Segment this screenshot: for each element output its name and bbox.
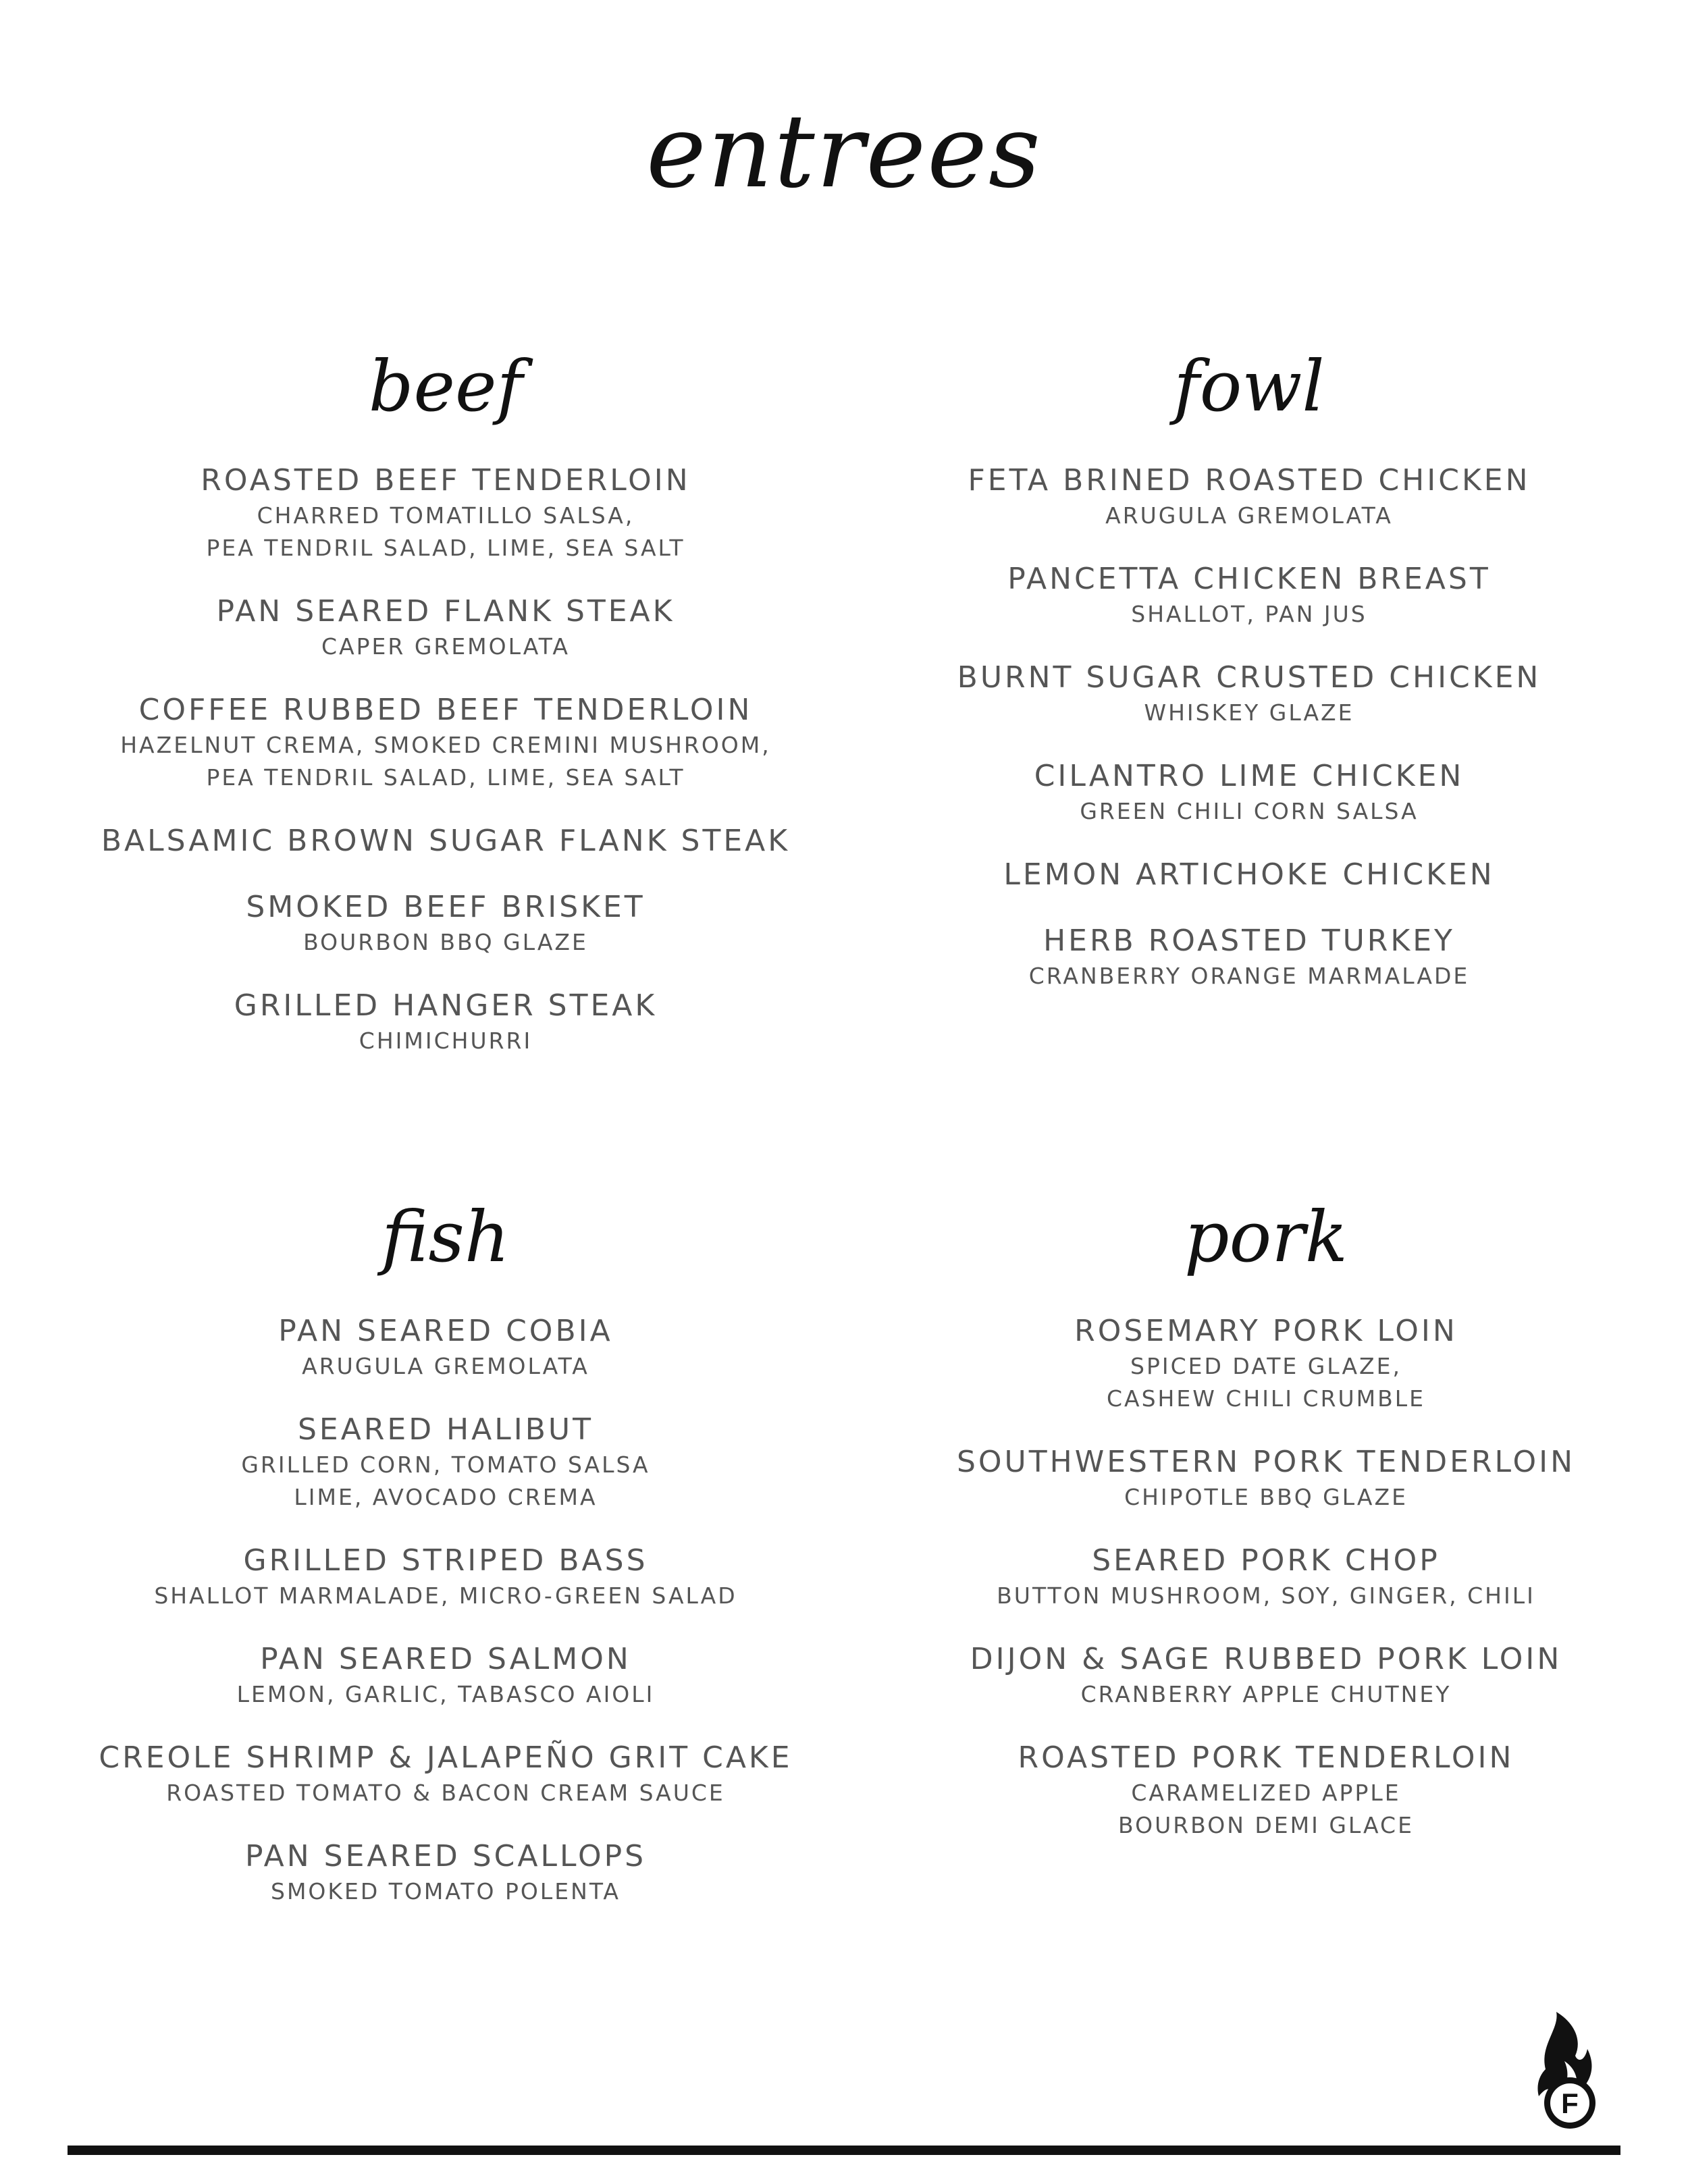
menu-item-name: PANCETTA CHICKEN BREAST	[1007, 562, 1491, 596]
menu-item-name: CREOLE SHRIMP & JALAPEÑO GRIT CAKE	[99, 1740, 793, 1775]
menu-item-name: HERB ROASTED TURKEY	[1043, 924, 1455, 958]
menu-item	[861, 1542, 1671, 1612]
menu-item-description: SPICED DATE GLAZE,	[1130, 1353, 1402, 1379]
menu-list-fish	[41, 1312, 851, 1908]
menu-item-description: CHARRED TOMATILLO SALSA,	[257, 502, 635, 529]
menu-item-description: ARUGULA GREMOLATA	[1105, 502, 1393, 529]
menu-item-name: PAN SEARED FLANK STEAK	[216, 594, 675, 629]
menu-item-description: SMOKED TOMATO POLENTA	[271, 1878, 621, 1905]
menu-item-description: SHALLOT, PAN JUS	[1131, 601, 1367, 627]
section-beef	[41, 345, 851, 1086]
menu-item-name: SEARED PORK CHOP	[1092, 1543, 1440, 1578]
section-heading-fish: fish	[381, 1196, 510, 1278]
menu-item-name: SOUTHWESTERN PORK TENDERLOIN	[956, 1445, 1575, 1479]
menu-item	[41, 691, 851, 794]
menu-item-description: GRILLED CORN, TOMATO SALSA	[241, 1451, 650, 1478]
menu-item	[844, 757, 1654, 828]
menu-item	[861, 1312, 1671, 1415]
flame-icon	[1536, 2008, 1604, 2133]
menu-item-description: LIME, AVOCADO CREMA	[294, 1484, 598, 1510]
menu-item-name: SMOKED BEEF BRISKET	[246, 890, 645, 924]
menu-item-name: GRILLED HANGER STEAK	[234, 988, 658, 1023]
menu-item-name: CILANTRO LIME CHICKEN	[1034, 759, 1465, 793]
menu-item-description: PEA TENDRIL SALAD, LIME, SEA SALT	[206, 764, 685, 791]
menu-item-description: CRANBERRY ORANGE MARMALADE	[1028, 963, 1470, 989]
menu-item-description: BOURBON DEMI GLACE	[1118, 1812, 1414, 1838]
menu-item-description: CRANBERRY APPLE CHUTNEY	[1080, 1681, 1452, 1707]
menu-list-fowl	[844, 462, 1654, 992]
menu-item-description: CAPER GREMOLATA	[321, 633, 570, 660]
menu-item	[844, 922, 1654, 992]
menu-item-name: PAN SEARED SALMON	[260, 1642, 631, 1676]
menu-item	[41, 888, 851, 959]
menu-item-name: BALSAMIC BROWN SUGAR FLANK STEAK	[101, 824, 791, 858]
menu-item	[861, 1739, 1671, 1842]
menu-item	[41, 1542, 851, 1612]
menu-item-name: PAN SEARED SCALLOPS	[244, 1839, 647, 1873]
menu-item	[41, 462, 851, 564]
menu-item-description: BUTTON MUSHROOM, SOY, GINGER, CHILI	[997, 1582, 1535, 1609]
menu-item-description: GREEN CHILI CORN SALSA	[1080, 798, 1419, 824]
menu-item-description: ARUGULA GREMOLATA	[302, 1353, 589, 1379]
menu-item	[41, 1411, 851, 1514]
menu-item-description: PEA TENDRIL SALAD, LIME, SEA SALT	[206, 535, 685, 561]
menu-item-name: LEMON ARTICHOKE CHICKEN	[1003, 857, 1495, 892]
menu-item	[41, 987, 851, 1057]
menu-item-name: SEARED HALIBUT	[297, 1412, 594, 1447]
menu-item	[41, 1838, 851, 1908]
menu-item-description: BOURBON BBQ GLAZE	[303, 929, 588, 955]
menu-item	[844, 560, 1654, 631]
menu-item-description: LEMON, GARLIC, TABASCO AIOLI	[236, 1681, 655, 1707]
section-fish	[41, 1196, 851, 1936]
menu-item-description: CHIMICHURRI	[359, 1028, 533, 1054]
menu-item	[844, 659, 1654, 729]
menu-item-name: BURNT SUGAR CRUSTED CHICKEN	[957, 660, 1541, 695]
menu-item	[861, 1641, 1671, 1711]
menu-item-name: GRILLED STRIPED BASS	[243, 1543, 648, 1578]
menu-item	[844, 462, 1654, 532]
logo-letter: F	[1561, 2087, 1579, 2119]
menu-list-beef	[41, 462, 851, 1057]
menu-item	[41, 1641, 851, 1711]
menu-item-name: ROASTED PORK TENDERLOIN	[1018, 1740, 1514, 1775]
menu-item-name: DIJON & SAGE RUBBED PORK LOIN	[970, 1642, 1562, 1676]
section-fowl	[844, 345, 1654, 1021]
menu-item-description: SHALLOT MARMALADE, MICRO-GREEN SALAD	[154, 1582, 737, 1609]
menu-item-name: FETA BRINED ROASTED CHICKEN	[968, 463, 1531, 498]
footer-divider	[68, 2146, 1620, 2155]
menu-item-description: CASHEW CHILI CRUMBLE	[1106, 1385, 1426, 1412]
menu-item	[844, 856, 1654, 894]
section-heading-fowl: fowl	[1173, 345, 1325, 427]
menu-item-name: ROSEMARY PORK LOIN	[1074, 1314, 1458, 1348]
menu-item-description: HAZELNUT CREMA, SMOKED CREMINI MUSHROOM,	[120, 732, 771, 758]
menu-item	[41, 1739, 851, 1809]
menu-item	[41, 593, 851, 663]
menu-item-description: WHISKEY GLAZE	[1144, 699, 1354, 726]
page-title: entrees	[646, 93, 1042, 211]
menu-item-description: CARAMELIZED APPLE	[1131, 1780, 1401, 1806]
menu-item-name: COFFEE RUBBED BEEF TENDERLOIN	[138, 693, 753, 727]
menu-item-description: ROASTED TOMATO & BACON CREAM SAUCE	[166, 1780, 725, 1806]
menu-list-pork	[861, 1312, 1671, 1842]
menu-item	[861, 1443, 1671, 1514]
menu-item	[41, 822, 851, 860]
menu-item-description: CHIPOTLE BBQ GLAZE	[1124, 1484, 1408, 1510]
menu-item	[41, 1312, 851, 1383]
section-pork	[861, 1196, 1671, 1870]
section-heading-pork: pork	[1184, 1196, 1348, 1278]
menu-item-name: ROASTED BEEF TENDERLOIN	[201, 463, 691, 498]
menu-item-name: PAN SEARED COBIA	[278, 1314, 613, 1348]
section-heading-beef: beef	[368, 345, 523, 427]
